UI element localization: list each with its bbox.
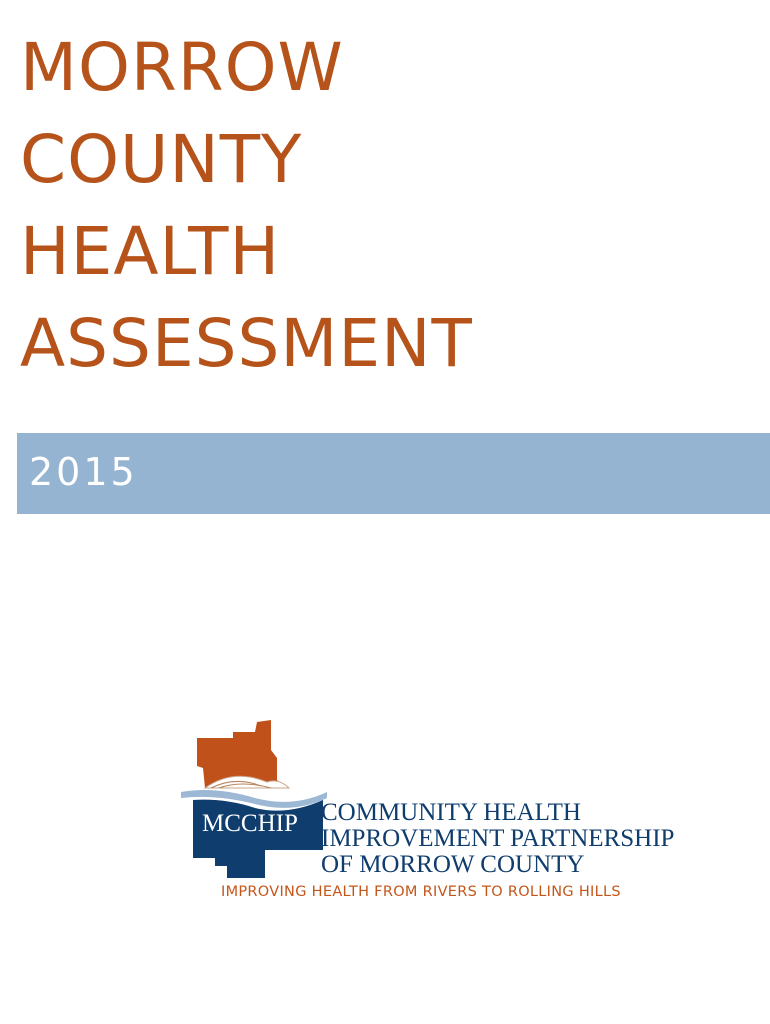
- title-line-2: COUNTY: [20, 121, 303, 198]
- logo-organization-name: [321, 800, 674, 878]
- document-title: [20, 22, 473, 390]
- logo-acronym: MCCHIP: [202, 810, 298, 837]
- year-label: 2015: [29, 450, 138, 494]
- logo-name-line-3: OF MORROW COUNTY: [321, 851, 585, 878]
- title-line-3: HEALTH: [20, 213, 281, 290]
- title-line-1: MORROW: [20, 29, 344, 106]
- county-map-icon: [175, 718, 335, 883]
- year-band: [17, 433, 770, 514]
- mcchip-logo: [175, 718, 695, 908]
- logo-tagline: IMPROVING HEALTH FROM RIVERS TO ROLLING HILLS: [221, 884, 621, 900]
- logo-name-line-2: IMPROVEMENT PARTNERSHIP: [321, 825, 675, 852]
- title-line-4: ASSESSMENT: [20, 305, 473, 382]
- logo-name-line-1: COMMUNITY HEALTH: [321, 799, 581, 826]
